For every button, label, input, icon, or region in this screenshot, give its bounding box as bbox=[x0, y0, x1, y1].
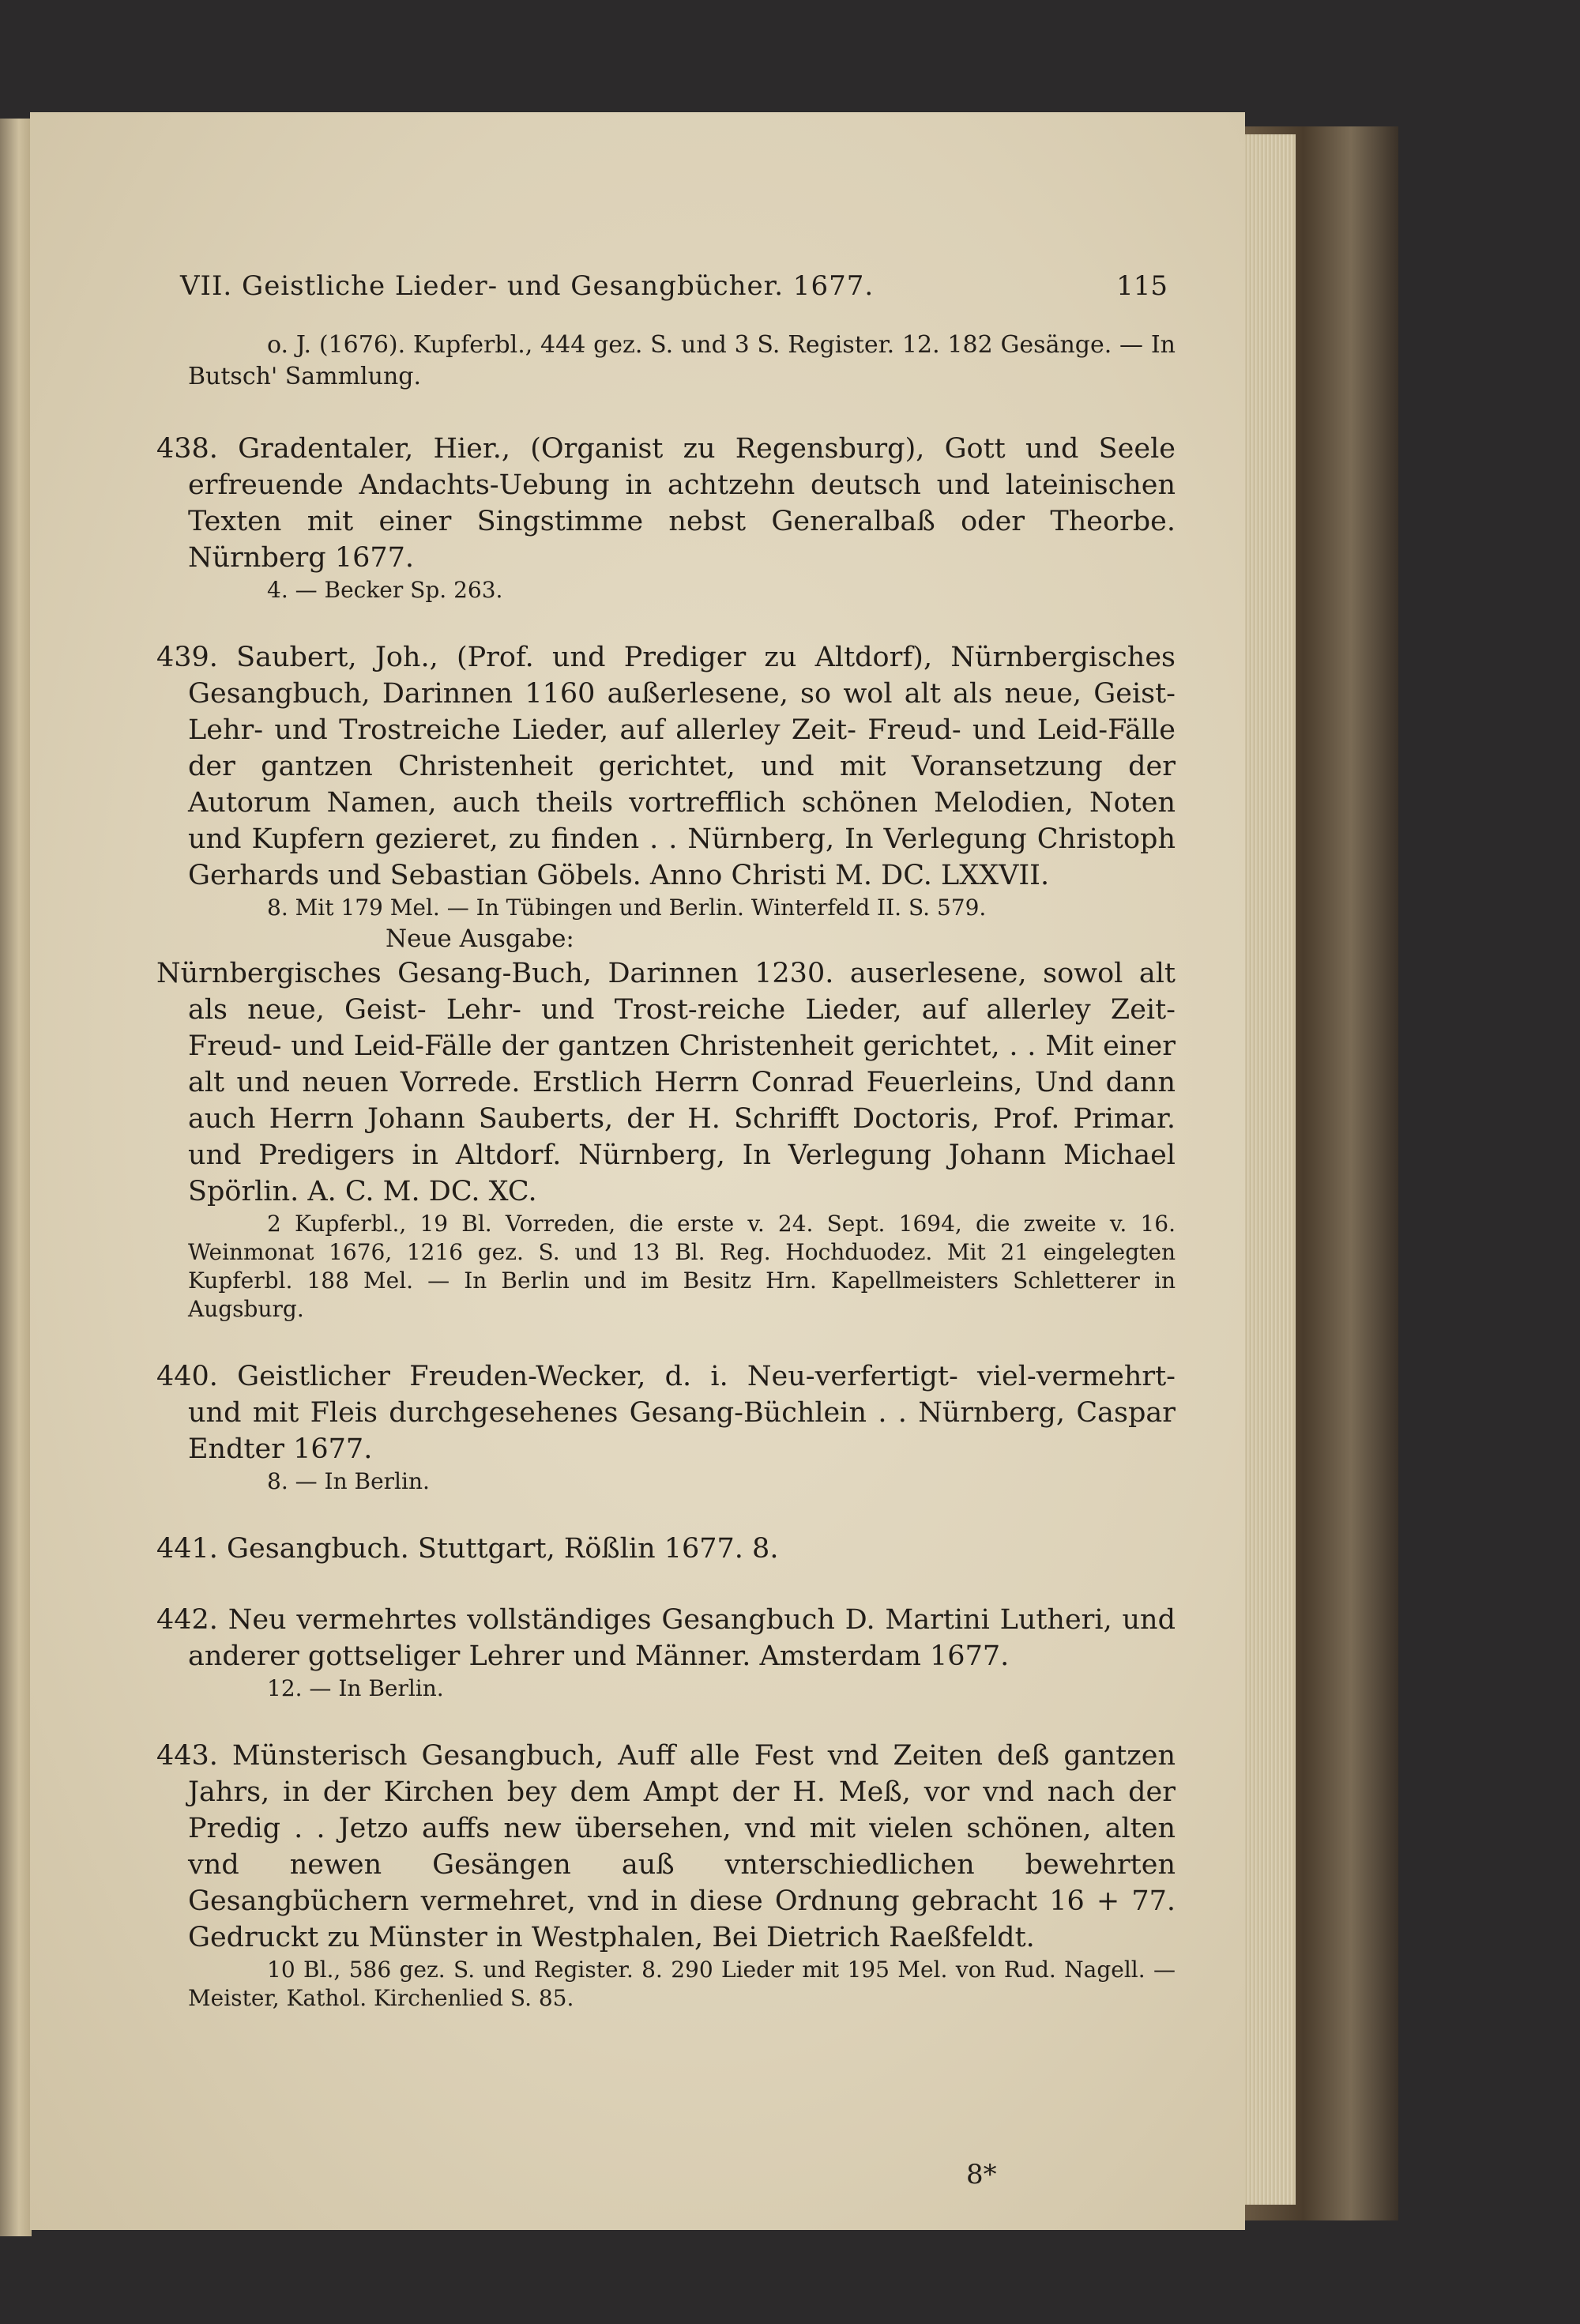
page-stack-edge bbox=[1240, 134, 1296, 2205]
entry-subhead: Neue Ausgabe: bbox=[386, 925, 574, 953]
entry-continuation bbox=[156, 330, 1176, 393]
entry-text: 443. Münsterisch Gesangbuch, Auff alle Fest vnd Zeiten deß gantzen Jahrs, in der Kirchen bey dem Ampt der H. Meß, vor vnd nach der Predig . . Jetzo auffs new übersehen, vnd mit vielen schönen, alten vnd newen Gesängen auß vnterschiedlichen bewehrten Gesangbüchern vermehret, vnd in diese Ordnung gebracht 16 + 77. Gedruckt zu Münster in Westphalen, Bei Dietrich Raeßfeldt. bbox=[156, 1740, 1176, 1953]
entry-442 bbox=[156, 1602, 1176, 1703]
entry-text: 440. Geistlicher Freuden-Wecker, d. i. Neu-verfertigt- viel-vermehrt- und mit Fleis durchgesehenes Gesang-Büchlein . . Nürnberg, Caspar Endter 1677. bbox=[156, 1361, 1176, 1465]
entry-text: 442. Neu vermehrtes vollständiges Gesangbuch D. Martini Lutheri, und anderer gottseliger Lehrer und Männer. Amsterdam 1677. bbox=[156, 1604, 1176, 1672]
entry-441 bbox=[156, 1531, 1176, 1567]
entry-443 bbox=[156, 1738, 1176, 2013]
book-page bbox=[30, 112, 1245, 2230]
running-header bbox=[180, 270, 1168, 310]
entry-text-new-edition: Nürnbergisches Gesang-Buch, Darinnen 1230. auserlesene, sowol alt als neue, Geist- Lehr- und Trost-reiche Lieder, auf allerley Zeit- Freud- und Leid-Fälle der gantzen Christenheit gerichtet, . . Mit einer alt und neuen Vorrede. Erstlich Herrn Conrad Feuerleins, Und dann auch Herrn Johann Sauberts, der H. Schrifft Doctoris, Prof. Primar. und Predigers in Altdorf. Nürnberg, In Verlegung Johann Michael Spörlin. A. C. M. DC. XC. bbox=[156, 958, 1176, 1207]
entry-439 bbox=[156, 639, 1176, 1324]
entry-438 bbox=[156, 431, 1176, 605]
entry-note: 8. — In Berlin. bbox=[267, 1468, 430, 1494]
entry-note: o. J. (1676). Kupferbl., 444 gez. S. und 3 S. Register. 12. 182 Gesänge. — In Butsch' Sammlung. bbox=[188, 331, 1176, 390]
entry-note: 12. — In Berlin. bbox=[267, 1675, 444, 1701]
entry-text: 438. Gradentaler, Hier., (Organist zu Regensburg), Gott und Seele erfreuende Andachts-Uebung in achtzehn deutsch und lateinischen Texten mit einer Singstimme nebst Generalbaß oder Theorbe. Nürnberg 1677. bbox=[156, 433, 1176, 574]
running-title: VII. Geistliche Lieder- und Gesangbücher. 1677. bbox=[180, 270, 875, 302]
body-text bbox=[156, 330, 1176, 2047]
entry-text: 441. Gesangbuch. Stuttgart, Rößlin 1677. 8. bbox=[156, 1533, 779, 1565]
entry-note: 10 Bl., 586 gez. S. und Register. 8. 290 Lieder mit 195 Mel. von Rud. Nagell. — Meister, Kathol. Kirchenlied S. 85. bbox=[188, 1957, 1176, 2011]
entry-440 bbox=[156, 1358, 1176, 1496]
page-number: 115 bbox=[1116, 270, 1168, 302]
left-page-edge bbox=[0, 119, 32, 2236]
entry-note: 2 Kupferbl., 19 Bl. Vorreden, die erste v. 24. Sept. 1694, die zweite v. 16. Weinmonat 1676, 1216 gez. S. und 13 Bl. Reg. Hochduodez. Mit 21 eingelegten Kupferbl. 188 Mel. — In Berlin und im Besitz Hrn. Kapellmeisters Schletterer in Augsburg. bbox=[188, 1211, 1176, 1322]
signature-mark: 8* bbox=[966, 2159, 997, 2190]
entry-note: 8. Mit 179 Mel. — In Tübingen und Berlin. Winterfeld II. S. 579. bbox=[267, 895, 987, 921]
entry-text: 439. Saubert, Joh., (Prof. und Prediger zu Altdorf), Nürnbergisches Gesangbuch, Darinnen 1160 außerlesene, so wol alt als neue, Geist-Lehr- und Trostreiche Lieder, auf allerley Zeit- Freud- und Leid-Fälle der gantzen Christenheit gerichtet, und mit Voransetzung der Autorum Namen, auch theils vortrefflich schönen Melodien, Noten und Kupfern gezieret, zu finden . . Nürnberg, In Verlegung Christoph Gerhards und Sebastian Göbels. Anno Christi M. DC. LXXVII. bbox=[156, 642, 1176, 891]
entry-note: 4. — Becker Sp. 263. bbox=[267, 577, 503, 603]
